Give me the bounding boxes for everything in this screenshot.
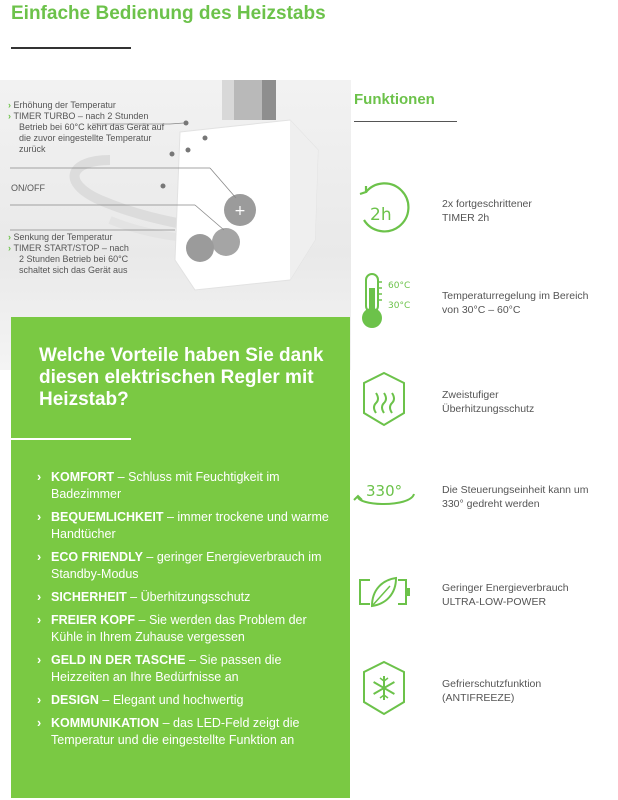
chevron-right-icon: › — [37, 716, 42, 730]
svg-text:+: + — [234, 203, 246, 219]
callout-line: › Senkung der Temperatur — [8, 232, 158, 243]
benefit-item — [37, 692, 337, 709]
callout-line: › TIMER TURBO – nach 2 Stunden — [8, 111, 188, 122]
benefit-keyword: ECO FRIENDLY — [51, 550, 143, 564]
chevron-right-icon: › — [37, 550, 42, 564]
page-title: Einfache Bedienung des Heizstabs — [11, 3, 326, 24]
benefit-item — [37, 509, 337, 543]
benefit-keyword: DESIGN — [51, 693, 99, 707]
title-divider — [11, 47, 131, 49]
benefit-keyword: GELD IN DER TASCHE — [51, 653, 186, 667]
functions-title: Funktionen — [354, 91, 435, 108]
feature-line: Temperaturregelung im Bereich — [442, 290, 589, 302]
feature-text — [442, 289, 618, 317]
benefits-list — [37, 469, 337, 749]
feature-line: Zweistufiger — [442, 389, 499, 401]
feature-line: Geringer Energieverbrauch — [442, 582, 569, 594]
functions-divider — [354, 121, 457, 122]
callout-line: die zuvor eingestellte Temperatur — [19, 133, 152, 143]
chevron-right-icon: › — [37, 470, 42, 484]
benefit-text: – immer trockene und warme Handtücher — [51, 510, 329, 541]
feature-line: Die Steuerungseinheit kann um — [442, 484, 589, 496]
feature-line: 330° gedreht werden — [442, 498, 540, 510]
feature-text — [442, 677, 618, 705]
feature-line: von 30°C – 60°C — [442, 304, 521, 316]
benefit-item — [37, 715, 337, 749]
timer-2h-icon — [352, 176, 416, 240]
benefit-text: – Schluss mit Feuchtigkeit im Badezimmer — [51, 470, 280, 501]
feature-text — [442, 581, 618, 609]
callout-line: 2 Stunden Betrieb bei 60°C — [19, 254, 129, 264]
thermo-max-label: 60°C — [388, 281, 411, 291]
feature-text — [442, 197, 618, 225]
feature-text — [442, 483, 618, 511]
feature-line: Gefrierschutzfunktion — [442, 678, 542, 690]
feature-line: ULTRA-LOW-POWER — [442, 596, 547, 608]
callout-line: zurück — [19, 144, 46, 154]
callout-increase — [8, 100, 188, 155]
feature-low-power — [352, 560, 618, 630]
benefit-item — [37, 549, 337, 583]
rotate-330-icon — [352, 462, 416, 526]
benefit-keyword: KOMFORT — [51, 470, 115, 484]
feature-line: 2x fortgeschrittener — [442, 198, 532, 210]
benefit-item — [37, 589, 337, 606]
chevron-right-icon: › — [37, 510, 42, 524]
callout-line: schaltet sich das Gerät aus — [19, 265, 128, 275]
callout-decrease — [8, 232, 158, 276]
thermo-min-label: 30°C — [388, 301, 411, 311]
feature-text — [442, 388, 618, 416]
callout-line: › Erhöhung der Temperatur — [8, 100, 188, 111]
benefit-keyword: KOMMUNIKATION — [51, 716, 160, 730]
benefit-text: – das LED-Feld zeigt die Temperatur und die eingestellte Funktion an — [51, 716, 300, 747]
chevron-right-icon: › — [37, 613, 42, 627]
feature-line: Überhitzungsschutz — [442, 403, 535, 415]
feature-antifreeze — [352, 656, 618, 726]
benefit-keyword: FREIER KOPF — [51, 613, 136, 627]
benefit-item — [37, 469, 337, 503]
feature-timer — [352, 176, 618, 246]
thermometer-icon — [352, 268, 416, 332]
chevron-right-icon: › — [37, 653, 42, 667]
feature-overheat — [352, 367, 618, 437]
feature-line: TIMER 2h — [442, 212, 490, 224]
benefit-text: – Sie werden das Problem der Kühle in Ihrem Zuhause vergessen — [51, 613, 307, 644]
benefits-divider — [11, 438, 131, 440]
callout-line: › TIMER START/STOP – nach — [8, 243, 158, 254]
feature-rotation — [352, 462, 618, 532]
chevron-right-icon: › — [37, 590, 42, 604]
chevron-right-icon: › — [37, 693, 42, 707]
feature-line: (ANTIFREEZE) — [442, 692, 515, 704]
battery-leaf-icon — [352, 560, 416, 624]
benefit-text: – Überhitzungsschutz — [126, 590, 251, 604]
benefit-item — [37, 652, 337, 686]
benefit-text: – geringer Energieverbrauch im Standby-Modus — [51, 550, 322, 581]
benefit-text: – Sie passen die Heizzeiten an Ihre Bedürfnisse an — [51, 653, 282, 684]
timer-icon-label: 2h — [370, 205, 392, 225]
callout-onoff: ON/OFF — [11, 183, 45, 193]
callout-line: Betrieb bei 60°C kehrt das Gerät auf — [19, 122, 165, 132]
heat-shield-icon — [352, 367, 416, 431]
feature-temperature — [352, 268, 618, 338]
rotation-icon-label: 330° — [366, 482, 403, 500]
benefit-keyword: BEQUEMLICHKEIT — [51, 510, 164, 524]
snowflake-shield-icon — [352, 656, 416, 720]
benefit-keyword: SICHERHEIT — [51, 590, 127, 604]
benefit-item — [37, 612, 337, 646]
benefits-title: Welche Vorteile haben Sie dank diesen elektrischen Regler mit Heizstab? — [39, 345, 324, 410]
benefit-text: – Elegant und hochwertig — [98, 693, 244, 707]
benefits-panel — [11, 317, 350, 798]
